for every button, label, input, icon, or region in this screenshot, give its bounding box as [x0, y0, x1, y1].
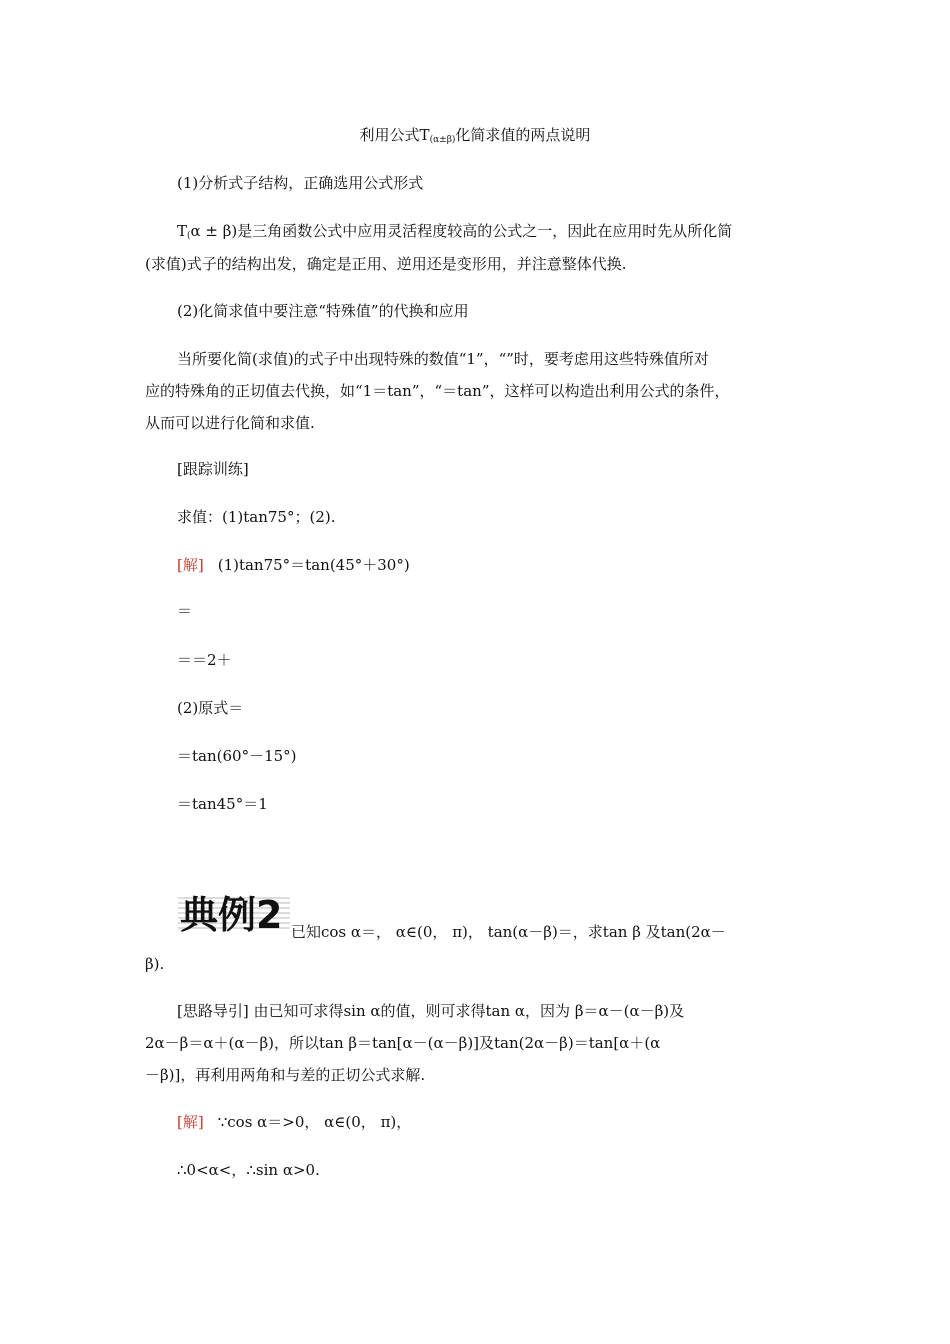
- example-solution-line-2: ∴0<α<，∴sin α>0.: [177, 1161, 320, 1179]
- point-2-body-line-1: 当所要化简(求值)的式子中出现特殊的数值“1”，“”时，要考虑用这些特殊值所对: [177, 350, 709, 368]
- point-2-body-line-2: 应的特殊角的正切值去代换，如“1＝tan”，“＝tan”，这样可以构造出利用公式的条件，: [145, 382, 730, 400]
- hint-line-2: 2α－β＝α＋(α－β)，所以tan β＝tan[α－(α－β)]及tan(2α－β)＝tan[α＋(α: [145, 1034, 661, 1052]
- practice-solution-line-2: (2)原式＝: [177, 699, 244, 717]
- practice-solution-text: (1)tan75°＝tan(45°＋30°): [217, 556, 410, 574]
- example-solution-text: ∵cos α＝>0， α∈(0， π)，: [217, 1113, 412, 1131]
- example-line-1: 已知cos α＝， α∈(0， π)， tan(α－β)＝，求tan β 及tan(2α－: [291, 923, 726, 941]
- point-2-body-line-3: 从而可以进行化简和求值.: [145, 414, 315, 432]
- example-line-2: β).: [145, 955, 165, 973]
- solution-tag: [解]: [177, 556, 204, 574]
- point-1-heading: (1)分析式子结构，正确选用公式形式: [177, 174, 424, 192]
- practice-equation-3: ＝tan(60°－15°): [177, 747, 297, 765]
- practice-equation-1: ＝: [177, 602, 193, 620]
- example-badge-text: 典例2: [180, 893, 283, 936]
- title-text-after: 化简求值的两点说明: [455, 126, 591, 144]
- formula-t-subscript: (: [187, 231, 191, 241]
- point-1-body-line-1: [177, 221, 732, 246]
- example-badge: [178, 886, 290, 936]
- practice-question: 求值：(1)tan75°；(2).: [177, 508, 336, 526]
- practice-heading: [跟踪训练]: [177, 460, 249, 478]
- point-2-heading: (2)化简求值中要注意“特殊值”的代换和应用: [177, 302, 469, 320]
- section-title: [0, 125, 950, 150]
- hint-line-1: [思路导引] 由已知可求得sin α的值，则可求得tan α，因为 β＝α－(α－β)及: [177, 1002, 685, 1020]
- example-solution-line-1: [177, 1112, 411, 1132]
- practice-equation-2: ＝＝2＋: [177, 651, 232, 669]
- point-1-body-text: α ± β)是三角函数公式中应用灵活程度较高的公式之一，因此在应用时先从所化简: [190, 222, 733, 240]
- practice-equation-4: ＝tan45°＝1: [177, 795, 268, 813]
- title-text-before: 利用公式T: [359, 126, 430, 144]
- title-subscript: (α±β): [429, 135, 456, 145]
- example-solution-tag: [解]: [177, 1113, 204, 1131]
- formula-t: T: [177, 222, 188, 240]
- hint-line-3: －β)]，再利用两角和与差的正切公式求解.: [145, 1066, 426, 1084]
- example-badge-graphic: [178, 886, 290, 936]
- practice-solution-line-1: [177, 555, 410, 575]
- point-1-body-line-2: (求值)式子的结构出发，确定是正用、逆用还是变形用，并注意整体代换.: [145, 255, 627, 273]
